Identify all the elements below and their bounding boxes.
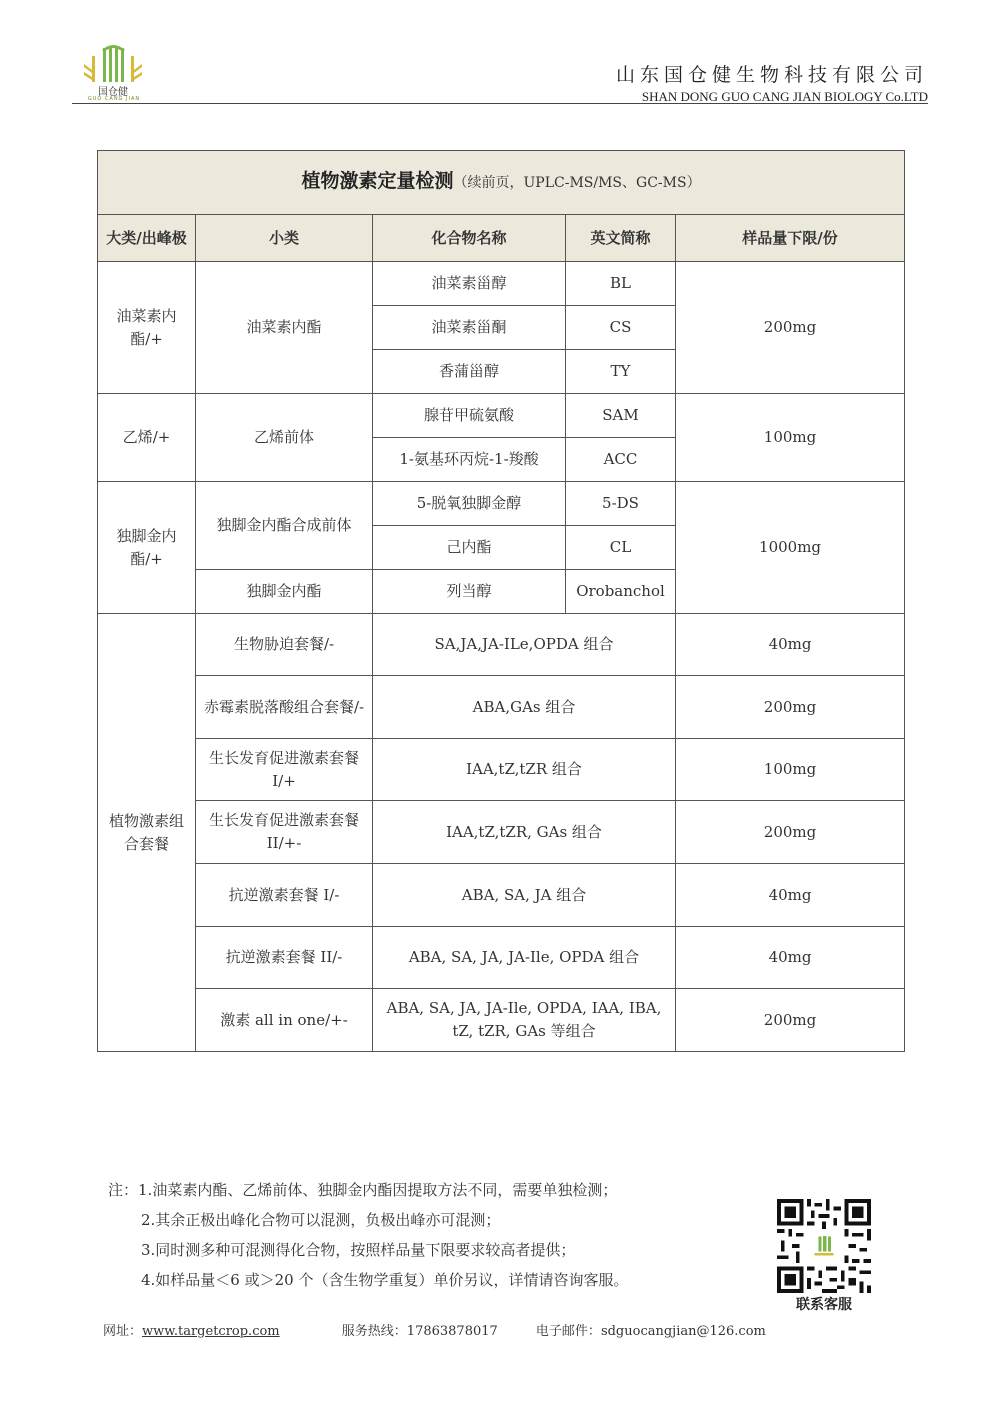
compound-cell: ABA, SA, JA, JA-Ile, OPDA 组合 [373,927,676,989]
email-address[interactable]: sdguocangjian@126.com [600,1324,766,1339]
subcategory-cell: 生长发育促进激素套餐 I/+ [196,739,373,801]
compound-cell: 己内酯 [373,526,566,570]
abbr-cell: 5-DS [566,482,676,526]
category-cell: 油菜素内酯/+ [98,262,196,394]
subcategory-cell: 乙烯前体 [196,394,373,482]
subcategory-cell: 抗逆激素套餐 I/- [196,864,373,927]
compound-cell: 腺苷甲硫氨酸 [373,394,566,438]
table-title: 植物激素定量检测 [301,170,454,192]
company-name-cn: 山东国仓健生物科技有限公司 [615,64,928,86]
subcategory-cell: 生物胁迫套餐/- [196,614,373,676]
qr-label: 联系客服 [796,1297,852,1313]
table-row [98,262,905,306]
note-item: 3.同时测多种可混测得化合物，按照样品量下限要求较高者提供； [141,1241,576,1259]
category-cell: 乙烯/+ [98,394,196,482]
amount-cell: 200mg [676,801,905,864]
abbr-cell: Orobanchol [566,570,676,614]
subcategory-cell: 赤霉素脱落酸组合套餐/- [196,676,373,739]
table-title-row [98,151,905,215]
compound-cell: ABA, SA, JA 组合 [373,864,676,927]
col-header-subcategory: 小类 [196,215,373,262]
abbr-cell: BL [566,262,676,306]
hormone-test-table [97,150,905,1052]
website-link[interactable]: www.targetcrop.com [142,1324,280,1339]
compound-cell: 1-氨基环丙烷-1-羧酸 [373,438,566,482]
subcategory-cell: 激素 all in one/+- [196,989,373,1052]
note-item: 1.油菜素内酯、乙烯前体、独脚金内酯因提取方法不同，需要单独检测； [138,1181,618,1199]
logo-text: 国仓健 [98,87,128,98]
note-item: 2.其余正极出峰化合物可以混测，负极出峰亦可混测； [141,1211,501,1229]
col-header-abbr: 英文简称 [566,215,676,262]
abbr-cell: SAM [566,394,676,438]
subcategory-cell: 生长发育促进激素套餐 II/+- [196,801,373,864]
company-header [616,60,928,105]
qr-code[interactable] [777,1199,871,1293]
compound-cell: SA,JA,JA-ILe,OPDA 组合 [373,614,676,676]
table-row [98,394,905,438]
company-logo [78,42,148,100]
footer [103,1320,766,1339]
amount-cell: 40mg [676,614,905,676]
col-header-compound: 化合物名称 [373,215,566,262]
compound-cell: IAA,tZ,tZR, GAs 组合 [373,801,676,864]
abbr-cell: CS [566,306,676,350]
subcategory-cell: 抗逆激素套餐 II/- [196,927,373,989]
table-row [98,482,905,526]
table-row [98,989,905,1052]
table-title-cell [98,151,905,215]
table-row [98,864,905,927]
amount-cell: 40mg [676,927,905,989]
compound-cell: 油菜素甾醇 [373,262,566,306]
footer-website-label: 网址： [103,1324,143,1339]
col-header-category: 大类/出峰极 [98,215,196,262]
compound-cell: 油菜素甾酮 [373,306,566,350]
table-row [98,676,905,739]
compound-cell: IAA,tZ,tZR 组合 [373,739,676,801]
company-name-en: SHAN DONG GUO CANG JIAN BIOLOGY Co.LTD [641,89,928,104]
compound-cell: ABA, SA, JA, JA-Ile, OPDA, IAA, IBA, tZ, tZR, GAs 等组合 [373,989,676,1052]
notes-prefix: 注： [108,1181,139,1199]
table-subtitle: （续前页，UPLC-MS/MS、GC-MS） [453,175,701,191]
compound-cell: 5-脱氧独脚金醇 [373,482,566,526]
amount-cell: 100mg [676,394,905,482]
note-item: 4.如样品量＜6 或＞20 个（含生物学重复）单价另议，详情请咨询客服。 [141,1271,629,1289]
col-header-min-sample: 样品量下限/份 [676,215,905,262]
amount-cell: 200mg [676,676,905,739]
footer-hotline-label: 服务热线： [341,1324,407,1339]
compound-cell: ABA,GAs 组合 [373,676,676,739]
table-row [98,614,905,676]
category-cell: 植物激素组合套餐 [98,614,196,1052]
amount-cell: 100mg [676,739,905,801]
abbr-cell: CL [566,526,676,570]
compound-cell: 列当醇 [373,570,566,614]
subcategory-cell: 油菜素内酯 [196,262,373,394]
subcategory-cell: 独脚金内酯 [196,570,373,614]
amount-cell: 200mg [676,262,905,394]
footer-email-label: 电子邮件： [535,1324,601,1339]
amount-cell: 200mg [676,989,905,1052]
logo-subtext: GUO CANG JIAN [87,96,141,102]
table-row [98,801,905,864]
header-divider [72,103,928,104]
hotline-number: 17863878017 [406,1324,498,1339]
table-row [98,739,905,801]
category-cell: 独脚金内酯/+ [98,482,196,614]
subcategory-cell: 独脚金内酯合成前体 [196,482,373,570]
abbr-cell: TY [566,350,676,394]
table-row [98,927,905,989]
compound-cell: 香蒲甾醇 [373,350,566,394]
amount-cell: 40mg [676,864,905,927]
notes-section [108,1175,628,1295]
amount-cell: 1000mg [676,482,905,614]
abbr-cell: ACC [566,438,676,482]
table-header-row [98,215,905,262]
